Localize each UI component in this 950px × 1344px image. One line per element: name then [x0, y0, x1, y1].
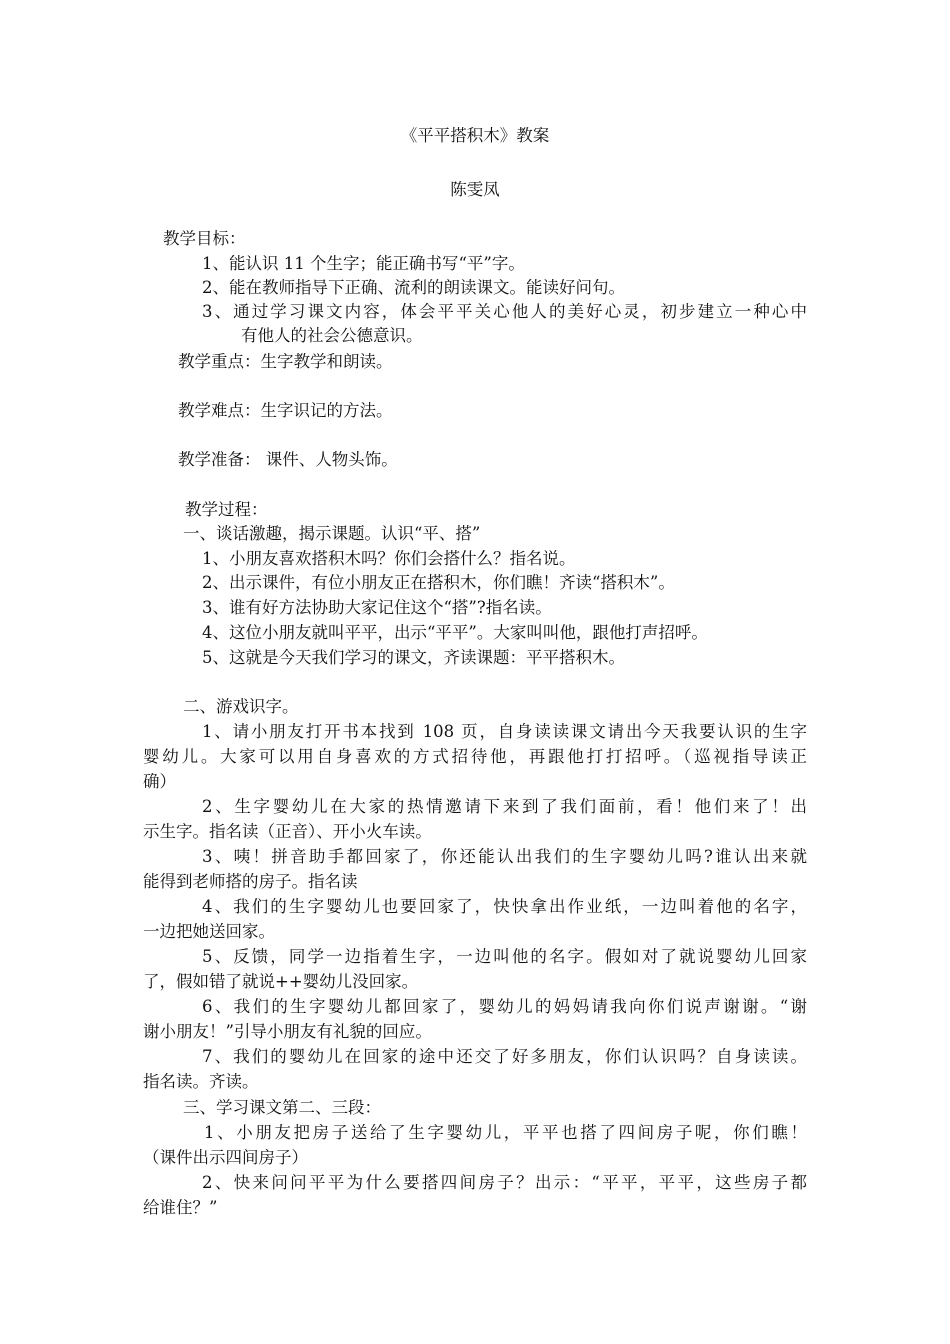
section2-line: 2、生字婴幼儿在大家的热情邀请下来到了我们面前，看！他们来了！出 [202, 797, 807, 816]
section2-line: 婴幼儿。大家可以用自身喜欢的方式招待他，再跟他打打招呼。（巡视指导读正 [143, 747, 807, 766]
section2-line: 了，假如错了就说++婴幼儿没回家。 [143, 972, 419, 991]
section2-line: 示生字。指名读（正音）、开小火车读。 [143, 822, 432, 841]
process-heading: 教学过程： [185, 500, 268, 519]
section2-line: 6、我们的生字婴幼儿都回家了，婴幼儿的妈妈请我向你们说声谢谢。“谢 [202, 997, 807, 1016]
section2-line: 7、我们的婴幼儿在回家的途中还交了好多朋友，你们认识吗？自身读读。 [202, 1047, 807, 1066]
section2-line: 谢小朋友！”引导小朋友有礼貌的回应。 [143, 1022, 432, 1041]
section2-line: 1、请小朋友打开书本找到 108 页，自身读读课文请出今天我要认识的生字 [202, 722, 807, 741]
section1-heading: 一、谈话激趣，揭示课题。认识“平、搭” [183, 524, 481, 543]
section2-line: 指名读。齐读。 [143, 1072, 259, 1091]
key-point: 教学重点：生字教学和朗读。 [178, 352, 393, 371]
section2-line: 3、咦！拼音助手都回家了，你还能认出我们的生字婴幼儿吗?谁认出来就 [202, 847, 807, 866]
section1-item: 4、这位小朋友就叫平平，出示“平平”。大家叫叫他，跟他打声招呼。 [202, 623, 708, 642]
section2-line: 能得到老师搭的房子。指名读 [143, 872, 358, 891]
section3-line: 给谁住？” [143, 1198, 218, 1217]
objectives-heading: 教学目标： [163, 229, 246, 248]
section1-item: 1、小朋友喜欢搭积木吗？你们会搭什么？指名说。 [202, 549, 576, 568]
section2-line: 5、反馈，同学一边指着生字，一边叫他的名字。假如对了就说婴幼儿回家 [202, 947, 807, 966]
objective-item: 2、能在教师指导下正确、流利的朗读课文。能读好问句。 [202, 278, 625, 297]
section2-line: 一边把她送回家。 [143, 922, 275, 941]
difficulty: 教学难点：生字识记的方法。 [178, 401, 393, 420]
document-title: 《平平搭积木》教案 [400, 126, 550, 145]
section1-item: 3、谁有好方法协助大家记住这个“搭”?指名读。 [202, 598, 552, 617]
objective-item-continued: 有他人的社会公德意识。 [241, 326, 423, 345]
section1-item: 5、这就是今天我们学习的课文，齐读课题：平平搭积木。 [202, 648, 625, 667]
objective-item: 3、通过学习课文内容，体会平平关心他人的美好心灵，初步建立一种心中 [202, 302, 807, 321]
section1-item: 2、出示课件，有位小朋友正在搭积木，你们瞧！齐读“搭积木”。 [202, 573, 675, 592]
preparation: 教学准备： 课件、人物头饰。 [178, 450, 398, 469]
section3-line: 1、小朋友把房子送给了生字婴幼儿，平平也搭了四间房子呢，你们瞧！ [204, 1123, 807, 1142]
section2-heading: 二、游戏识字。 [183, 697, 299, 716]
objective-item: 1、能认识 11 个生字；能正确书写“平”字。 [202, 254, 525, 273]
section3-heading: 三、学习课文第二、三段： [183, 1098, 381, 1117]
section2-line: 4、我们的生字婴幼儿也要回家了，快快拿出作业纸，一边叫着他的名字， [202, 897, 807, 916]
section3-line: 2、快来问问平平为什么要搭四间房子？出示：“平平，平平，这些房子都 [202, 1173, 807, 1192]
section3-line: （课件出示四间房子） [143, 1148, 308, 1167]
document-author: 陈雯凤 [450, 180, 500, 199]
section2-line: 确） [143, 772, 176, 791]
